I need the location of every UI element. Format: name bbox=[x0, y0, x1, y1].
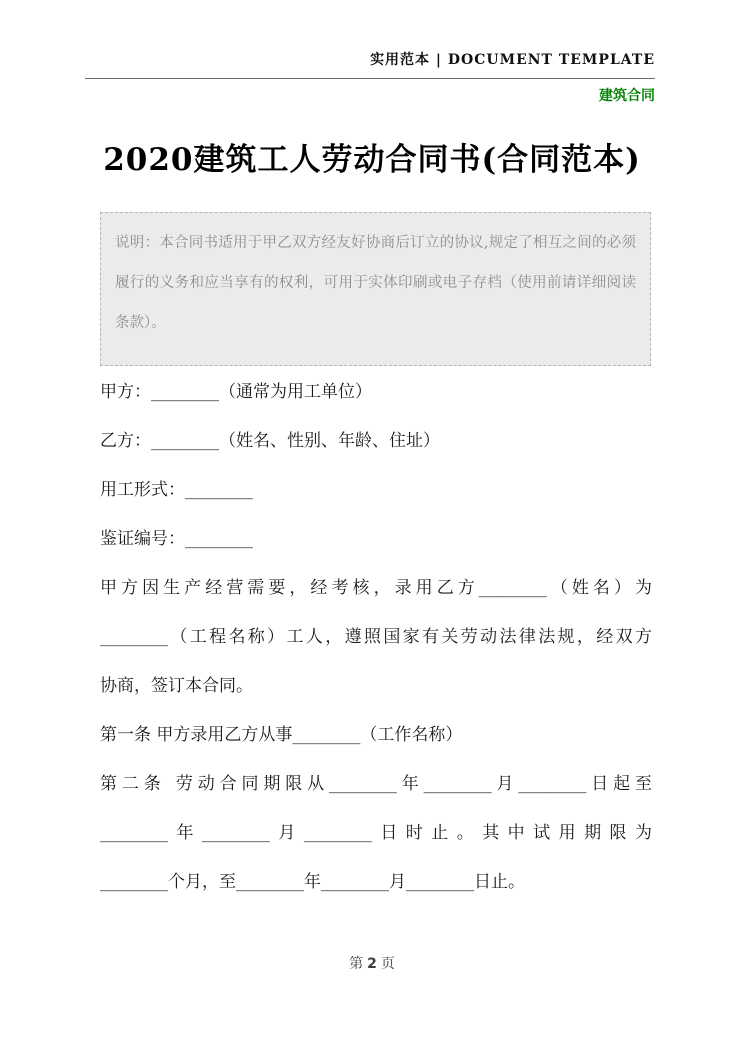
body-line-article-2-1: 第二条 劳动合同期限从________年________月________日起至 bbox=[100, 774, 652, 794]
body-line-intro-3: 协商，签订本合同。 bbox=[100, 676, 253, 696]
page-number-prefix: 第 bbox=[349, 956, 364, 972]
body-line-certificate-number: 鉴证编号：________ bbox=[100, 529, 253, 549]
category-label: 建筑合同 bbox=[599, 88, 655, 104]
page-number: 2 bbox=[367, 956, 377, 972]
body-line-intro-2: ________（工程名称）工人，遵照国家有关劳动法律法规，经双方 bbox=[100, 627, 652, 647]
page-header bbox=[85, 50, 655, 105]
body-line-article-1: 第一条 甲方录用乙方从事________（工作名称） bbox=[100, 725, 463, 745]
body-line-party-a: 甲方：________（通常为用工单位） bbox=[100, 382, 372, 402]
body-line-intro-1: 甲方因生产经营需要，经考核，录用乙方________（姓名）为 bbox=[100, 578, 652, 598]
body-line-article-2-3: ________个月，至________年________月________日止。 bbox=[100, 872, 525, 892]
body-line-article-2-2: ________年________月________日时止。其中试用期限为 bbox=[100, 823, 652, 843]
notice-text: 说明：本合同书适用于甲乙双方经友好协商后订立的协议,规定了相互之间的必须履行的义务和应当享有的权利，可用于实体印刷或电子存档（使用前请详细阅读条款）。 bbox=[115, 235, 636, 331]
brand-text: 实用范本 | DOCUMENT TEMPLATE bbox=[370, 52, 655, 68]
contract-body bbox=[100, 368, 652, 907]
body-line-party-b: 乙方：________（姓名、性别、年龄、住址） bbox=[100, 431, 440, 451]
page-title: 2020建筑工人劳动合同书(合同范本) bbox=[103, 142, 641, 178]
page-number-suffix: 页 bbox=[380, 956, 395, 972]
page-footer bbox=[0, 954, 744, 974]
header-divider bbox=[85, 78, 655, 79]
notice-box bbox=[100, 212, 651, 366]
body-line-employment-form: 用工形式：________ bbox=[100, 480, 253, 500]
